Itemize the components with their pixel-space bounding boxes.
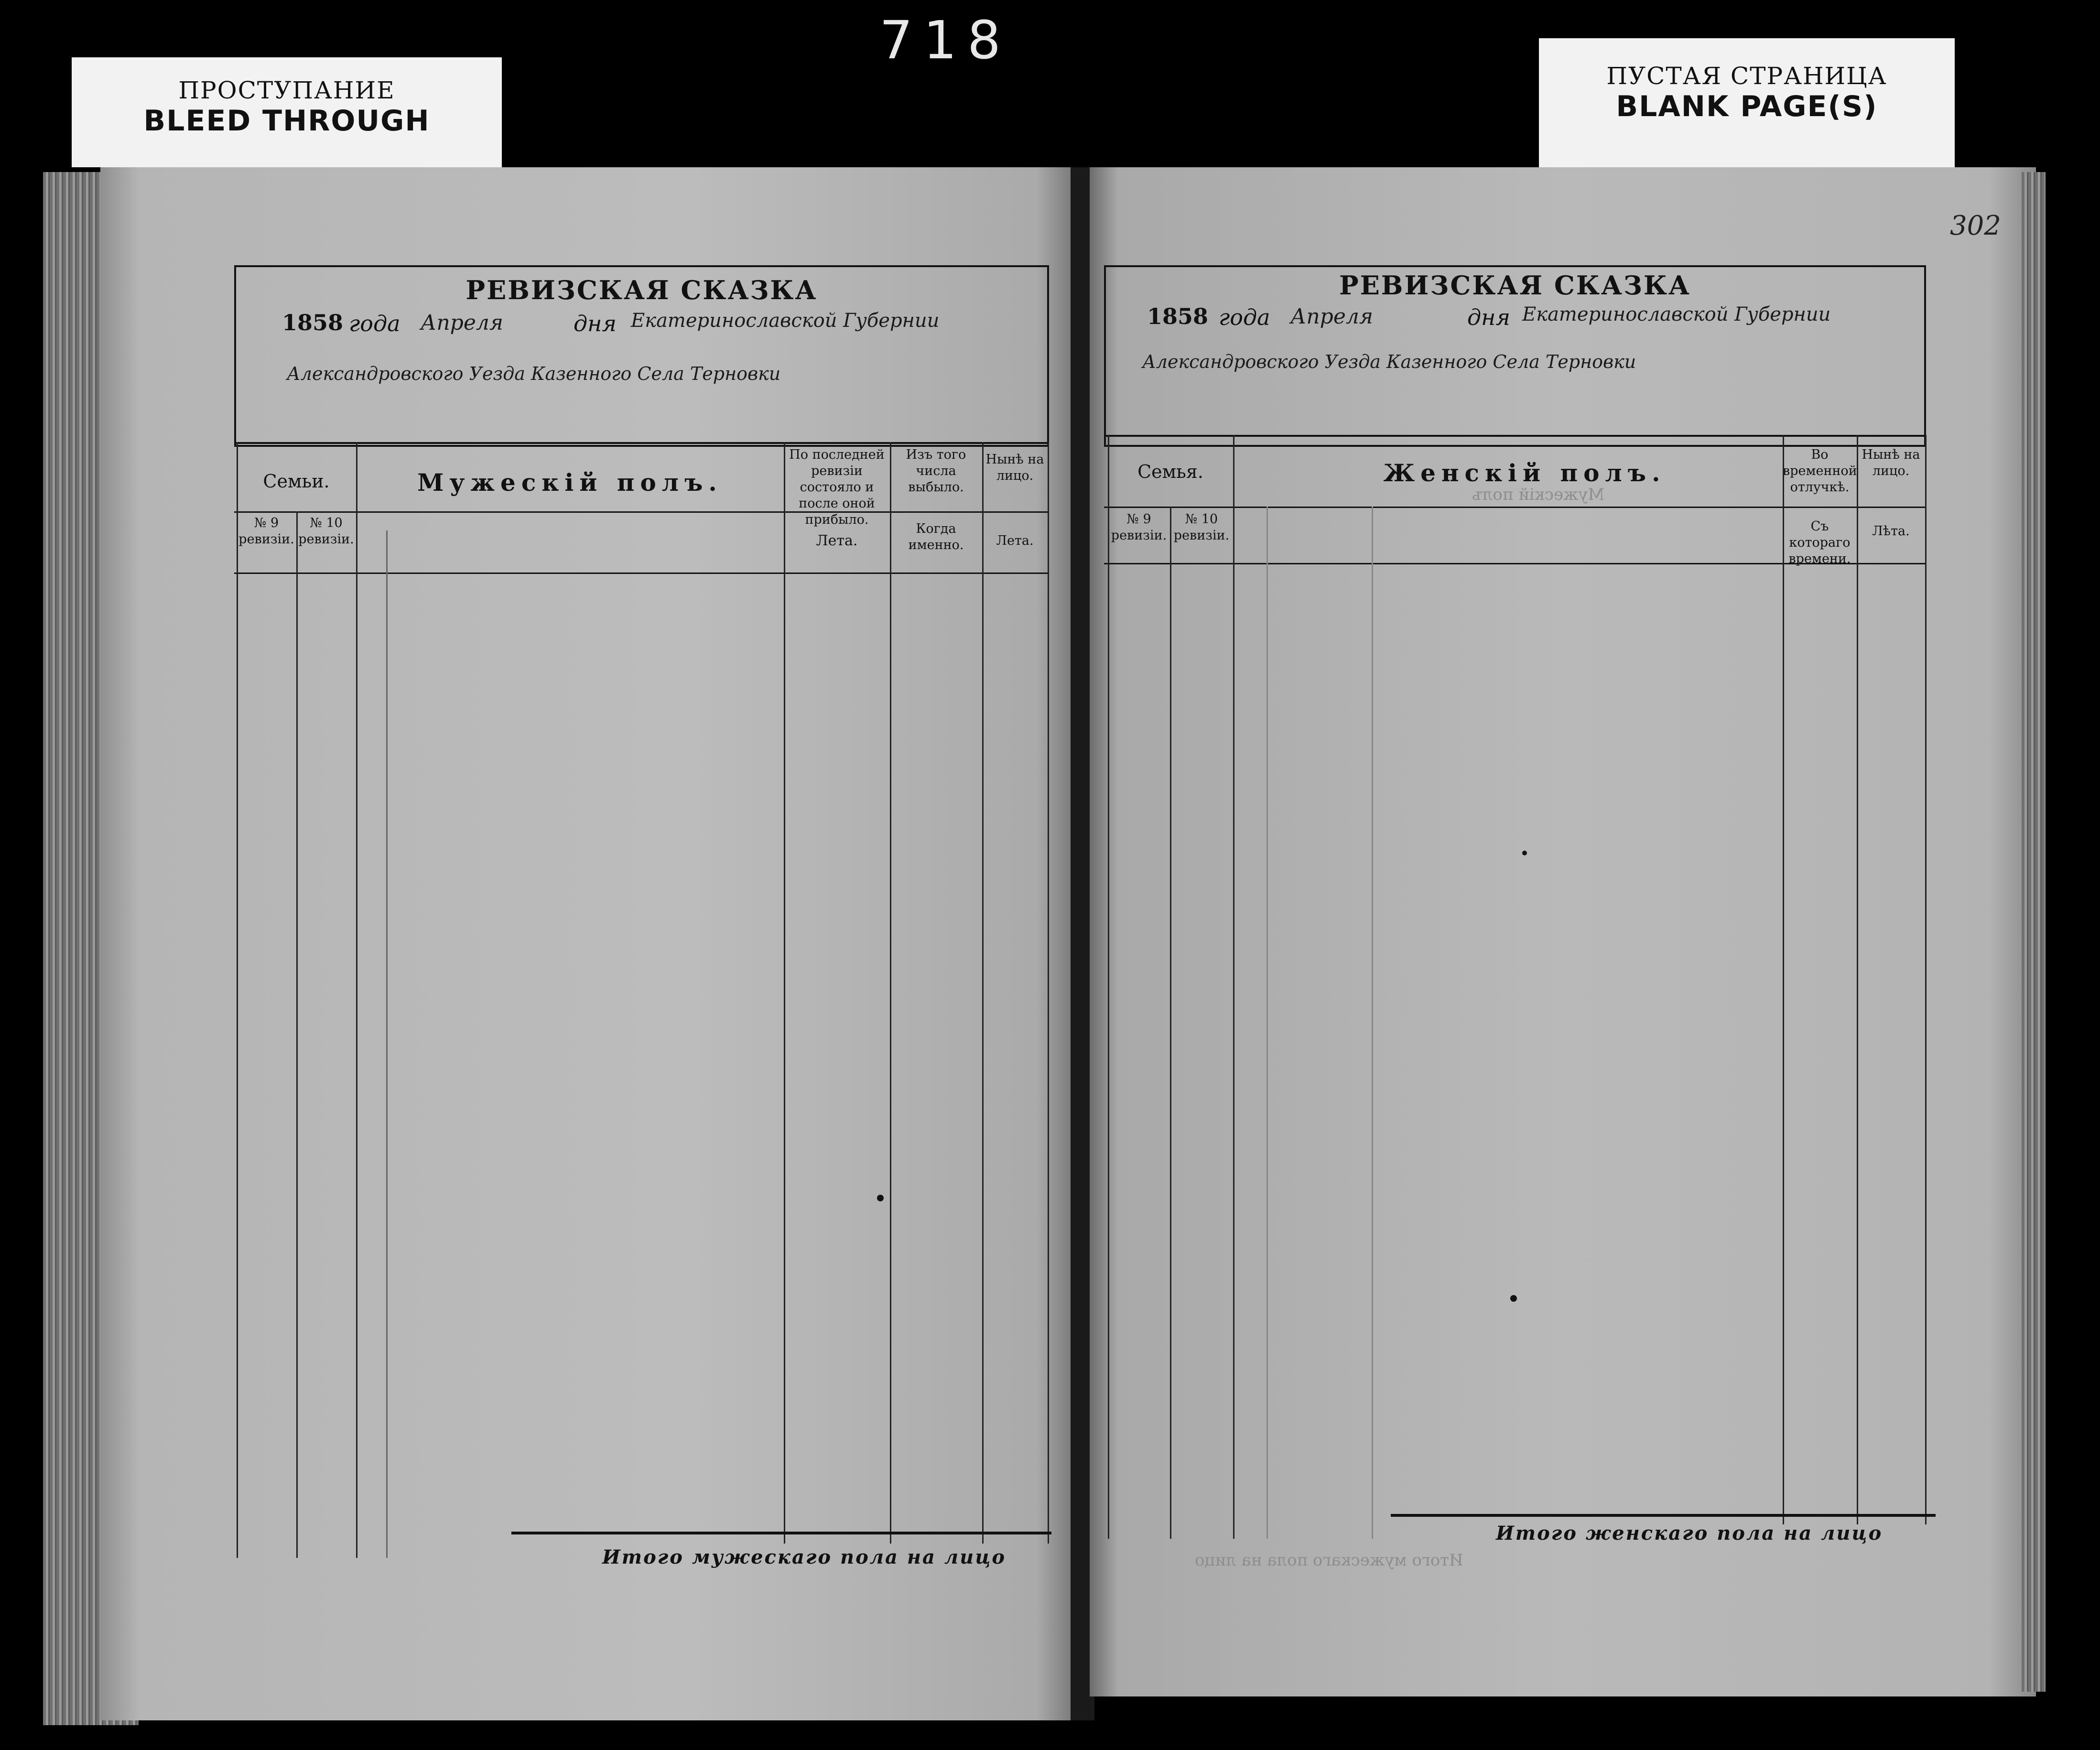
left-total-rule	[511, 1532, 1051, 1534]
frame-number: 718	[879, 10, 1011, 71]
right-page-edges	[2022, 172, 2046, 1692]
right-head-present-ages: Лѣта.	[1872, 524, 1910, 539]
left-col-edge	[237, 442, 238, 1558]
right-head-since: Съ котораго времени.	[1788, 519, 1851, 566]
right-district: Александровского Уезда Казенного Села Терновки	[1142, 351, 1636, 372]
left-year: 1858	[282, 310, 344, 335]
right-col-ghost-2	[1372, 507, 1373, 1539]
right-table-top	[1104, 435, 1926, 437]
bleed-through-ru: ПРОСТУПАНИЕ	[178, 76, 395, 104]
right-head-no10: № 10 ревизіи.	[1173, 512, 1230, 543]
left-head-dropped: Изъ того числа выбыло.	[906, 447, 966, 495]
blank-page-ru: ПУСТАЯ СТРАНИЦА	[1606, 62, 1887, 90]
blank-page-label	[1539, 38, 1955, 167]
right-col-section-end	[1783, 435, 1784, 1524]
page-number: 302	[1950, 210, 2001, 241]
left-head-present: Нынѣ на лицо.	[985, 452, 1044, 483]
right-col-right	[1925, 435, 1927, 1524]
bleed-through-label	[72, 57, 502, 167]
left-head-present-ages: Лета.	[996, 533, 1034, 548]
blank-page-en: BLANK PAGE(S)	[1616, 90, 1878, 123]
left-head-family: Семьи.	[263, 471, 330, 492]
right-total-label: Итого женскаго пола на лицо	[1496, 1522, 1883, 1545]
right-total-rule	[1391, 1514, 1936, 1517]
right-month: Апреля	[1290, 304, 1374, 329]
bleed-ghost-section: Мужескій полъ	[1472, 485, 1605, 504]
right-head-no9: № 9 ревизіи.	[1111, 512, 1167, 543]
left-col-when	[982, 442, 984, 1544]
left-col-dropped	[890, 442, 891, 1544]
left-district: Александровского Уезда Казенного Села Терновки	[287, 363, 781, 384]
right-title: РЕВИЗСКАЯ СКАЗКА	[1339, 270, 1691, 301]
right-table-header-bottom	[1104, 507, 1926, 508]
left-title: РЕВИЗСКАЯ СКАЗКА	[465, 275, 818, 305]
right-head-section: Женскій полъ.	[1383, 459, 1666, 487]
right-head-present: Нынѣ на лицо.	[1862, 447, 1920, 478]
right-col-no10	[1233, 435, 1234, 1539]
left-col-section-edge	[386, 530, 388, 1558]
left-total-label: Итого мужескаго пола на лицо	[602, 1546, 1007, 1568]
left-head-no10: № 10 ревизіи.	[298, 516, 354, 547]
bleed-ghost-total: Итого мужескаго пола на лицо	[1195, 1551, 1463, 1570]
ink-spot	[877, 1195, 884, 1201]
right-col-no9	[1170, 507, 1171, 1539]
right-head-absent: Во временной отлучкѣ.	[1783, 447, 1857, 495]
right-col-ghost-1	[1266, 507, 1268, 1539]
left-col-last-rev	[784, 442, 785, 1544]
ink-spot	[1522, 851, 1527, 855]
ink-spot	[1510, 1295, 1517, 1302]
left-col-no9	[296, 511, 298, 1558]
left-day-word: дня	[574, 311, 617, 336]
right-col-edge	[1108, 435, 1109, 1539]
right-year: 1858	[1147, 303, 1209, 329]
right-head-family: Семья.	[1137, 461, 1203, 482]
left-head-section: Мужескій полъ.	[417, 468, 723, 497]
left-month: Апреля	[421, 311, 504, 335]
right-province: Екатеринославской Губернии	[1522, 303, 1831, 325]
right-year-word: года	[1219, 304, 1270, 330]
right-col-absent	[1857, 435, 1858, 1524]
left-head-last-rev: По последней ревизіи состояло и после оной прибыло.	[789, 447, 885, 527]
left-head-ages: Лета.	[816, 532, 858, 549]
left-col-no10	[356, 442, 357, 1558]
left-province: Екатеринославской Губернии	[631, 310, 940, 332]
right-day-word: дня	[1467, 304, 1510, 330]
left-head-no9: № 9 ревизіи.	[238, 516, 294, 547]
left-head-when: Когда именно.	[908, 521, 964, 552]
left-col-right	[1048, 442, 1049, 1544]
left-year-word: года	[349, 311, 401, 336]
bleed-through-en: BLEED THROUGH	[143, 104, 430, 138]
